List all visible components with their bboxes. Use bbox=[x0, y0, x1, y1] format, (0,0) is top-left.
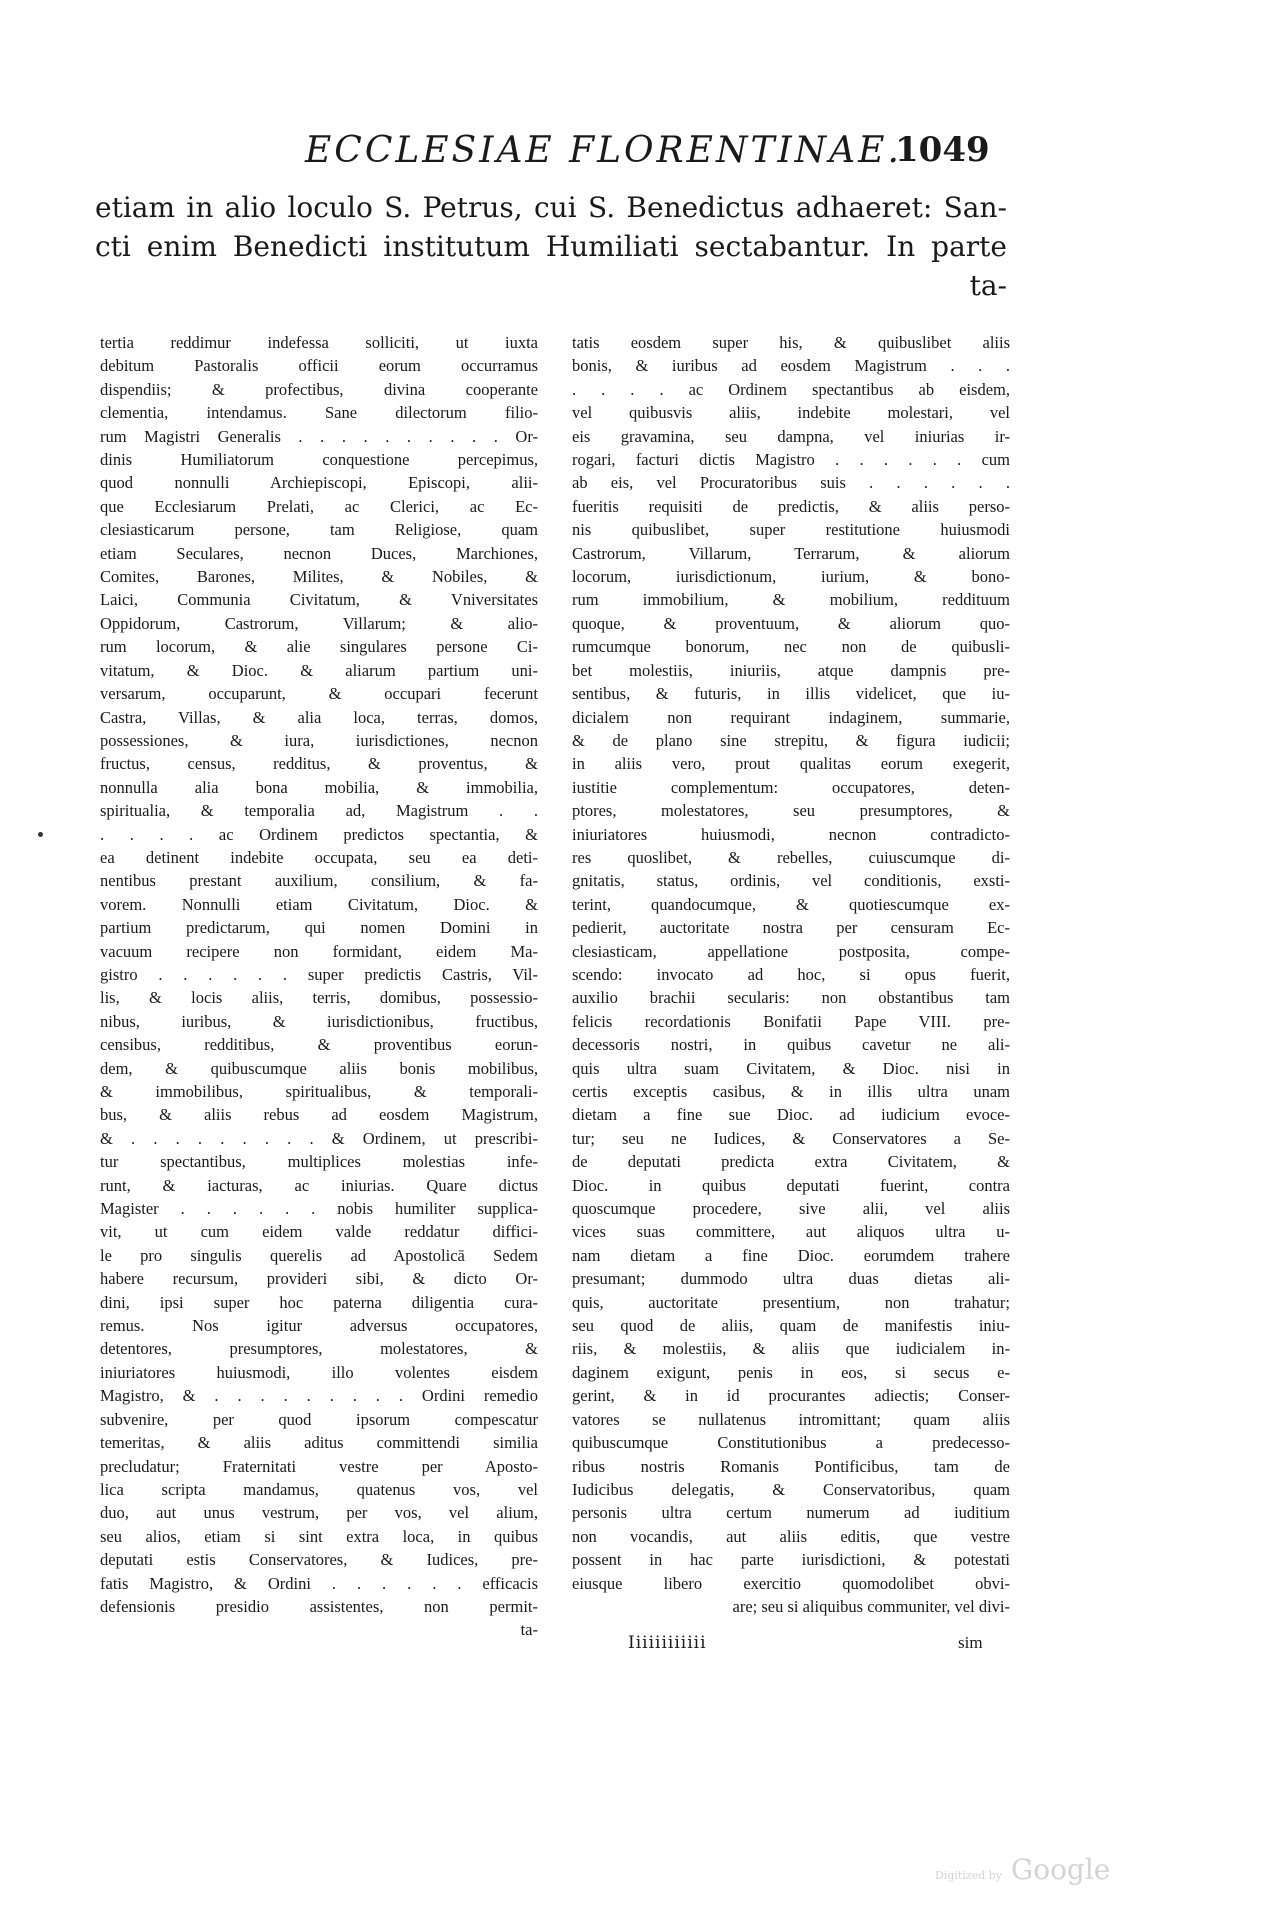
text-line: iniuriatores huiusmodi, necnon contradicto- bbox=[572, 824, 1010, 844]
text-line: in aliis vero, prout qualitas eorum exegerit, bbox=[572, 754, 1010, 774]
text-line: Oppidorum, Castrorum, Villarum; & alio- bbox=[100, 613, 538, 633]
text-line: dinis Humiliatorum conquestione percepimus, bbox=[100, 450, 538, 470]
text-line: nonnulla alia bona mobilia, & immobilia, bbox=[100, 777, 538, 797]
text-line: nam dietam a fine Dioc. eorumdem trahere bbox=[572, 1245, 1010, 1265]
text-line: defensionis presidio assistentes, non permit- bbox=[100, 1596, 538, 1616]
text-line: personis ultra certum numerum ad iuditium bbox=[572, 1503, 1010, 1523]
text-line: fatis Magistro, & Ordini . . . . . . efficacis bbox=[100, 1573, 538, 1593]
right-column bbox=[572, 331, 1010, 1618]
text-line: runt, & iacturas, ac iniurias. Quare dictus bbox=[100, 1175, 538, 1195]
text-line: ptores, molestatores, seu presumptores, & bbox=[572, 801, 1010, 821]
text-line: & immobilibus, spiritualibus, & temporali- bbox=[100, 1082, 538, 1101]
text-line: rum immobilium, & mobilium, reddituum bbox=[572, 590, 1010, 610]
text-line: remus. Nos igitur adversus occupatores, bbox=[100, 1316, 538, 1336]
text-line: quod nonnulli Archiepiscopi, Episcopi, alii- bbox=[100, 473, 538, 493]
text-line: partium predictarum, qui nomen Domini in bbox=[100, 918, 538, 938]
text-line: le pro singulis querelis ad Apostolicā Sedem bbox=[100, 1245, 538, 1265]
text-line: . . . . ac Ordinem predictos spectantia, & bbox=[100, 824, 538, 844]
text-line: lica scripta mandamus, quatenus vos, vel bbox=[100, 1479, 538, 1499]
text-line: nibus, iuribus, & iurisdictionibus, fructibus, bbox=[100, 1011, 538, 1031]
text-line: bus, & aliis rebus ad eosdem Magistrum, bbox=[100, 1105, 538, 1125]
text-line: possent in hac parte iurisdictioni, & potestati bbox=[572, 1550, 1010, 1570]
text-line: nis quibuslibet, super restitutione huiusmodi bbox=[572, 520, 1010, 540]
lead-line: etiam in alio loculo S. Petrus, cui S. Benedictus adhaeret: San- bbox=[95, 191, 1007, 224]
page-number: 1049 bbox=[895, 130, 990, 170]
text-line: . . . . ac Ordinem spectantibus ab eisdem, bbox=[572, 379, 1010, 399]
text-line: seu quod de aliis, quam de manifestis iniu- bbox=[572, 1316, 1010, 1336]
left-column bbox=[100, 331, 538, 1642]
text-line: & de plano sine strepitu, & figura iudicii; bbox=[572, 730, 1010, 750]
text-line: seu alios, etiam si sint extra loca, in quibus bbox=[100, 1526, 538, 1546]
text-line: riis, & molestiis, & aliis que iudicialem in- bbox=[572, 1339, 1010, 1359]
text-line: pedierit, auctoritate nostra per censuram Ec- bbox=[572, 918, 1010, 938]
text-line: rum Magistri Generalis . . . . . . . . . . Or- bbox=[100, 426, 538, 446]
signature-mark: Iiiiiiiiiiii bbox=[628, 1633, 707, 1653]
running-head bbox=[100, 130, 990, 180]
text-line: presumant; dummodo ultra duas dietas ali- bbox=[572, 1269, 1010, 1289]
running-title: ECCLESIAE FLORENTINAE. bbox=[305, 130, 902, 171]
text-line: Castra, Villas, & alia loca, terras, domos, bbox=[100, 707, 538, 727]
text-line: vices suas committere, aut aliquos ultra u- bbox=[572, 1222, 1010, 1242]
text-line: clesiasticam, appellatione postposita, compe- bbox=[572, 941, 1010, 961]
text-line: habere recursum, provideri sibi, & dicto Or- bbox=[100, 1269, 538, 1289]
text-line: scendo: invocato ad hoc, si opus fuerit, bbox=[572, 964, 1010, 984]
text-line: are; seu si aliquibus communiter, vel divi- bbox=[732, 1596, 1010, 1616]
text-line: duo, aut unus vestrum, per vos, vel alium, bbox=[100, 1503, 538, 1523]
text-line: ta- bbox=[520, 1620, 538, 1640]
text-line: Laici, Communia Civitatum, & Vniversitates bbox=[100, 590, 538, 610]
text-line: dietam a fine sue Dioc. ad iudicium evoce- bbox=[572, 1105, 1010, 1125]
text-line: gnitatis, status, ordinis, vel conditionis, exsti- bbox=[572, 871, 1010, 891]
text-line: vel quibusvis aliis, indebite molestari, vel bbox=[572, 403, 1010, 423]
text-line: etiam Seculares, necnon Duces, Marchiones, bbox=[100, 543, 538, 563]
text-line: eiusque libero exercitio quomodolibet obvi- bbox=[572, 1573, 1010, 1593]
text-line: non vocandis, aut aliis editis, que vestre bbox=[572, 1526, 1010, 1546]
text-line: ea detinent indebite occupata, seu ea deti- bbox=[100, 847, 538, 867]
text-line: quibuscumque Constitutionibus a predecesso- bbox=[572, 1433, 1010, 1453]
text-line: debitum Pastoralis officii eorum occurramus bbox=[100, 356, 538, 376]
text-line: bonis, & iuribus ad eosdem Magistrum . . . bbox=[572, 356, 1010, 376]
text-line: auxilio brachii secularis: non obstantibus tam bbox=[572, 988, 1010, 1008]
text-line: clesiasticarum persone, tam Religiose, quam bbox=[100, 520, 538, 540]
text-line: gerint, & in id procurantes adiectis; Conser- bbox=[572, 1386, 1010, 1406]
text-line: Magister . . . . . . nobis humiliter supplica- bbox=[100, 1199, 538, 1219]
text-line: fueritis requisiti de predictis, & aliis perso- bbox=[572, 496, 1010, 516]
text-line: tatis eosdem super his, & quibuslibet aliis bbox=[572, 333, 1010, 352]
text-line: decessoris nostri, in quibus cavetur ne ali- bbox=[572, 1035, 1010, 1055]
digitization-watermark bbox=[935, 1853, 1110, 1886]
text-line: censibus, redditibus, & proventibus eorun- bbox=[100, 1035, 538, 1055]
text-line: tertia reddimur indefessa solliciti, ut iuxta bbox=[100, 333, 538, 352]
text-line: tur; seu ne Iudices, & Conservatores a Se- bbox=[572, 1128, 1010, 1148]
text-line: vatores se nullatenus intromittant; quam aliis bbox=[572, 1409, 1010, 1429]
text-line: vitatum, & Dioc. & aliarum partium uni- bbox=[100, 660, 538, 680]
text-line: dicialem non requirant indaginem, summarie, bbox=[572, 707, 1010, 727]
text-line: vacuum recipere non formidant, eidem Ma- bbox=[100, 941, 538, 961]
text-line: Dioc. in quibus deputati fuerint, contra bbox=[572, 1175, 1010, 1195]
text-line: rum locorum, & alie singulares persone Ci- bbox=[100, 637, 538, 657]
text-line: dem, & quibuscumque aliis bonis mobilibus, bbox=[100, 1058, 538, 1078]
text-line: detentores, presumptores, molestatores, & bbox=[100, 1339, 538, 1359]
text-line: versarum, occuparunt, & occupari fecerunt bbox=[100, 684, 538, 704]
text-line: tur spectantibus, multiplices molestias infe- bbox=[100, 1152, 538, 1172]
text-line: terint, quandocumque, & quotiescumque ex- bbox=[572, 894, 1010, 914]
text-line: Castrorum, Villarum, Terrarum, & aliorum bbox=[572, 543, 1010, 563]
lead-paragraph bbox=[95, 188, 1007, 305]
lead-line: cti enim Benedicti institutum Humiliati sectabantur. In parte bbox=[95, 230, 1007, 263]
text-line: bet molestiis, iniuriis, atque dampnis pre- bbox=[572, 660, 1010, 680]
text-line: vit, ut cum eidem valde reddatur diffici- bbox=[100, 1222, 538, 1242]
text-line: nentibus prestant auxilium, consilium, & fa- bbox=[100, 871, 538, 891]
text-line: sentibus, & futuris, in illis videlicet, que iu- bbox=[572, 684, 1010, 704]
text-line: quis ultra suam Civitatem, & Dioc. nisi in bbox=[572, 1058, 1010, 1078]
text-line: locorum, iurisdictionum, iurium, & bono- bbox=[572, 567, 1010, 587]
text-line: ribus nostris Romanis Pontificibus, tam de bbox=[572, 1456, 1010, 1476]
text-line: fructus, census, redditus, & proventus, & bbox=[100, 754, 538, 774]
text-line: rumcumque bonorum, nec non de quibusli- bbox=[572, 637, 1010, 657]
text-line: dispendiis; & profectibus, divina cooperante bbox=[100, 379, 538, 399]
watermark-prefix: Digitized by bbox=[935, 1869, 1002, 1882]
text-line: iustitie complementum: occupatores, deten- bbox=[572, 777, 1010, 797]
text-line: Magistro, & . . . . . . . . . Ordini remedio bbox=[100, 1386, 538, 1406]
text-line: & . . . . . . . . . & Ordinem, ut prescribi- bbox=[100, 1128, 538, 1148]
text-line: de deputati predicta extra Civitatem, & bbox=[572, 1152, 1010, 1172]
text-line: quis, auctoritate presentium, non trahatur; bbox=[572, 1292, 1010, 1312]
text-line: quoque, & proventuum, & aliorum quo- bbox=[572, 613, 1010, 633]
text-line: lis, & locis aliis, terris, domibus, possessio- bbox=[100, 988, 538, 1008]
text-line: subvenire, per quod ipsorum compescatur bbox=[100, 1409, 538, 1429]
text-line: ab eis, vel Procuratoribus suis . . . . . . bbox=[572, 473, 1010, 493]
text-line: quoscumque procedere, sive alii, vel aliis bbox=[572, 1199, 1010, 1219]
lead-catchword: ta- bbox=[969, 269, 1007, 302]
text-line: deputati estis Conservatores, & Iudices, pre- bbox=[100, 1550, 538, 1570]
text-line: rogari, facturi dictis Magistro . . . . . . cum bbox=[572, 450, 1010, 470]
text-line: eis gravamina, seu dampna, vel iniurias ir- bbox=[572, 426, 1010, 446]
catchword: sim bbox=[958, 1633, 983, 1652]
text-line: daginem exigunt, penis in eos, si secus e- bbox=[572, 1362, 1010, 1382]
ink-speck bbox=[38, 832, 43, 837]
text-line: spiritualia, & temporalia ad, Magistrum . . bbox=[100, 801, 538, 821]
text-line: possessiones, & iura, iurisdictiones, necnon bbox=[100, 730, 538, 750]
text-line: precludatur; Fraternitati vestre per Aposto- bbox=[100, 1456, 538, 1476]
watermark-brand: Google bbox=[1010, 1853, 1111, 1886]
text-line: certis exceptis casibus, & in illis ultra unam bbox=[572, 1082, 1010, 1101]
text-line: Iudicibus delegatis, & Conservatoribus, quam bbox=[572, 1479, 1010, 1499]
text-line: gistro . . . . . . super predictis Castris, Vil- bbox=[100, 964, 538, 984]
text-line: iniuriatores huiusmodi, illo volentes eisdem bbox=[100, 1362, 538, 1382]
text-line: temeritas, & aliis aditus committendi similia bbox=[100, 1433, 538, 1453]
text-line: felicis recordationis Bonifatii Pape VIII. pre- bbox=[572, 1011, 1010, 1031]
text-line: clementia, intendamus. Sane dilectorum filio- bbox=[100, 403, 538, 423]
text-line: vorem. Nonnulli etiam Civitatum, Dioc. & bbox=[100, 894, 538, 914]
text-line: que Ecclesiarum Prelati, ac Clerici, ac Ec- bbox=[100, 496, 538, 516]
text-line: Comites, Barones, Milites, & Nobiles, & bbox=[100, 567, 538, 587]
text-line: dini, ipsi super hoc paterna diligentia cura- bbox=[100, 1292, 538, 1312]
text-line: res quoslibet, & rebelles, cuiuscumque di- bbox=[572, 847, 1010, 867]
